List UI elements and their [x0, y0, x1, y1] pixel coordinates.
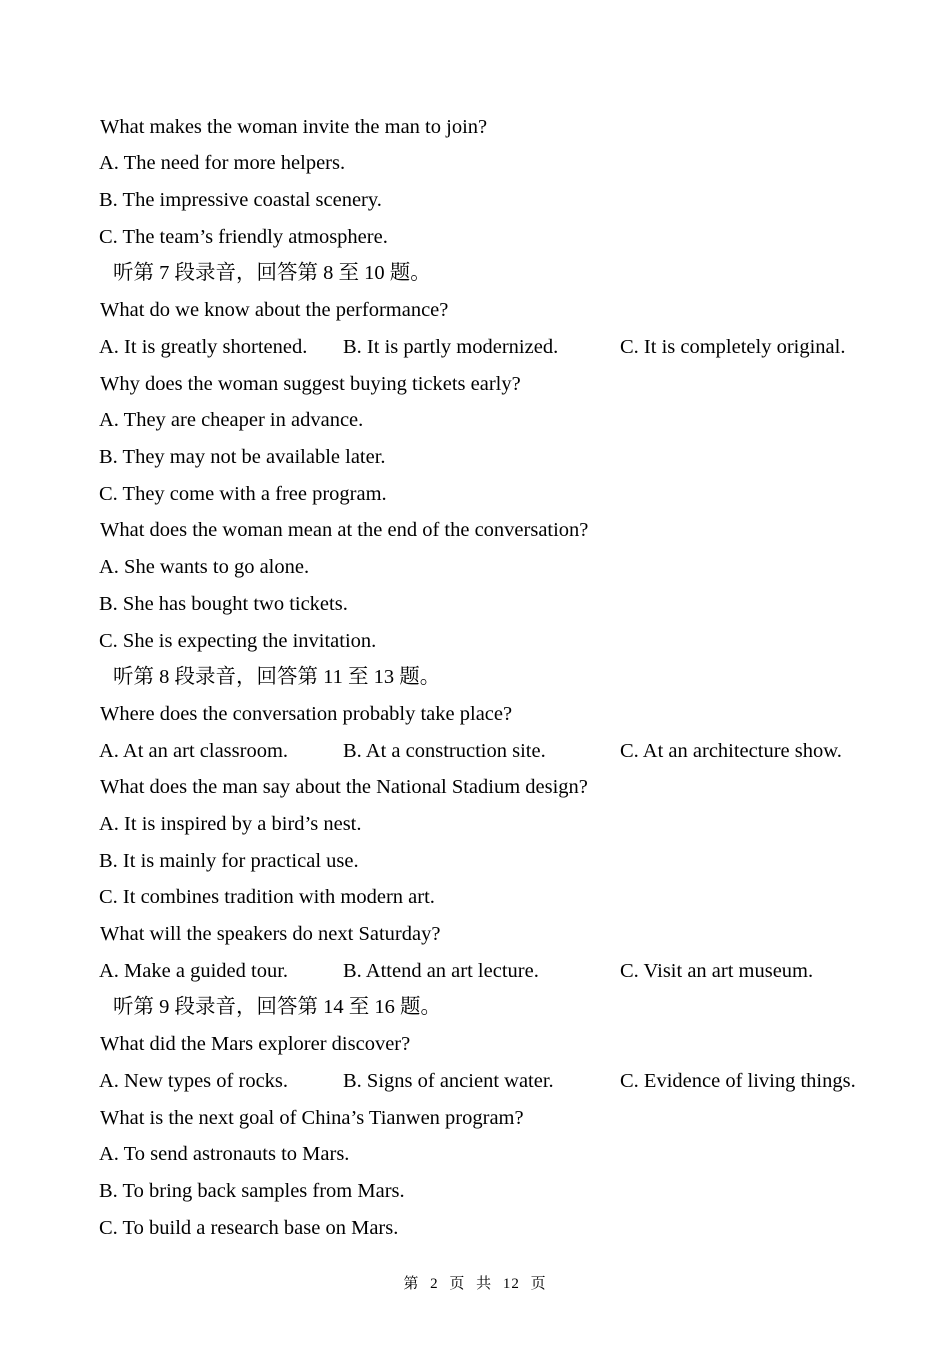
option-c: C. Evidence of living things. [620, 1070, 856, 1092]
option-a: A. It is greatly shortened. [99, 336, 308, 358]
section-instruction: 听第 9 段录音，回答第 14 至 16 题。 [113, 996, 441, 1018]
option-b: B. It is mainly for practical use. [99, 850, 359, 872]
option-b: B. She has bought two tickets. [99, 593, 348, 615]
option-a: A. Make a guided tour. [99, 960, 289, 982]
option-b: B. The impressive coastal scenery. [99, 189, 382, 211]
option-c: C. At an architecture show. [620, 740, 842, 762]
option-a: A. She wants to go alone. [99, 556, 310, 578]
option-b: B. To bring back samples from Mars. [99, 1180, 405, 1202]
option-a: A. The need for more helpers. [99, 152, 346, 174]
option-b: B. They may not be available later. [99, 446, 386, 468]
option-b: B. It is partly modernized. [343, 336, 559, 358]
question-text: Where does the conversation probably take place? [100, 703, 513, 725]
question-text: What makes the woman invite the man to join? [100, 116, 488, 138]
question-text: What does the man say about the National Stadium design? [100, 776, 588, 798]
option-a: A. It is inspired by a bird’s nest. [99, 813, 362, 835]
question-text: What did the Mars explorer discover? [100, 1033, 411, 1055]
option-c: C. To build a research base on Mars. [99, 1217, 399, 1239]
option-a: A. They are cheaper in advance. [99, 409, 364, 431]
option-b: B. Attend an art lecture. [343, 960, 539, 982]
page-footer: 第 2 页 共 12 页 [403, 1276, 547, 1292]
option-a: A. To send astronauts to Mars. [99, 1143, 350, 1165]
option-c: C. She is expecting the invitation. [99, 630, 377, 652]
question-text: What is the next goal of China’s Tianwen program? [100, 1107, 524, 1129]
option-a: A. New types of rocks. [99, 1070, 289, 1092]
option-b: B. At a construction site. [343, 740, 546, 762]
question-text: What does the woman mean at the end of the conversation? [100, 519, 589, 541]
option-a: A. At an art classroom. [99, 740, 289, 762]
section-instruction: 听第 7 段录音，回答第 8 至 10 题。 [113, 262, 431, 284]
question-text: Why does the woman suggest buying tickets early? [100, 373, 521, 395]
question-text: What do we know about the performance? [100, 299, 449, 321]
option-c: C. Visit an art museum. [620, 960, 814, 982]
section-instruction: 听第 8 段录音，回答第 11 至 13 题。 [113, 666, 441, 688]
option-c: C. It is completely original. [620, 336, 846, 358]
option-c: C. They come with a free program. [99, 483, 387, 505]
question-text: What will the speakers do next Saturday? [100, 923, 441, 945]
option-c: C. The team’s friendly atmosphere. [99, 226, 388, 248]
option-b: B. Signs of ancient water. [343, 1070, 554, 1092]
option-c: C. It combines tradition with modern art. [99, 886, 435, 908]
